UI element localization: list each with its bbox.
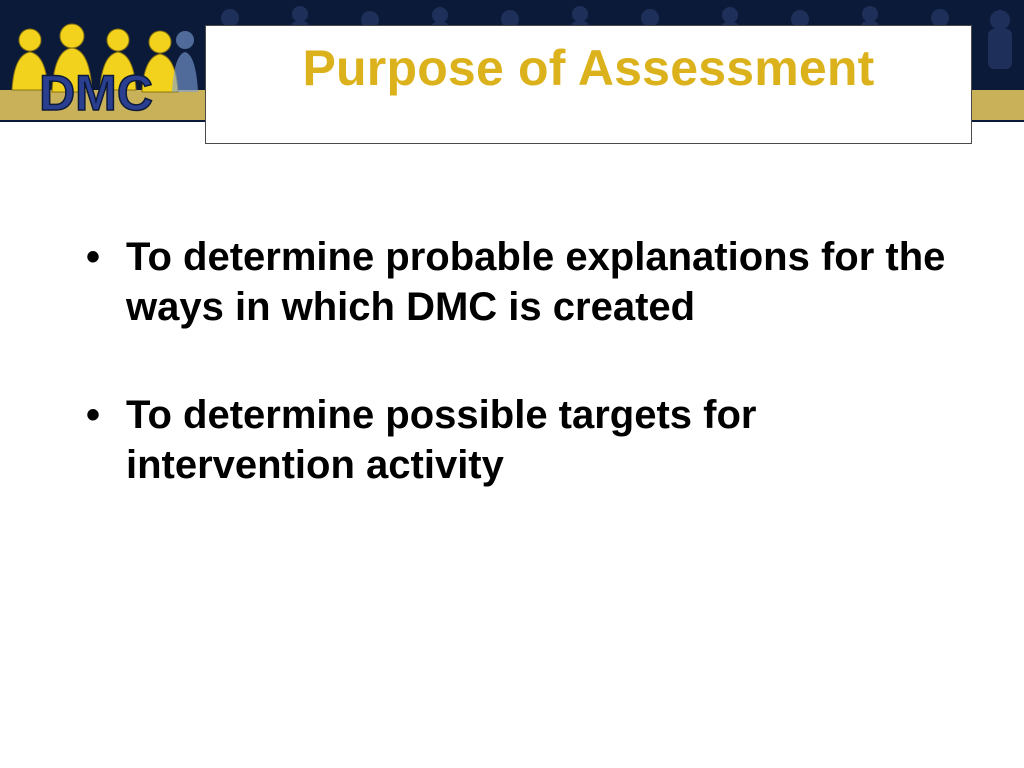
bullet-dot-icon: •: [86, 393, 101, 437]
title-box: [205, 25, 972, 144]
bullet-list: [86, 232, 966, 548]
bullet-text: To determine probable explanations for the ways in which DMC is created: [126, 235, 946, 329]
bullet-item: [86, 390, 966, 490]
bullet-text: To determine possible targets for intervention activity: [126, 393, 757, 487]
logo-letters: DMC: [39, 65, 153, 121]
slide-title: Purpose of Assessment: [302, 40, 875, 96]
bullet-dot-icon: •: [86, 235, 101, 279]
dmc-logo: [0, 0, 205, 122]
bullet-item: [86, 232, 966, 332]
